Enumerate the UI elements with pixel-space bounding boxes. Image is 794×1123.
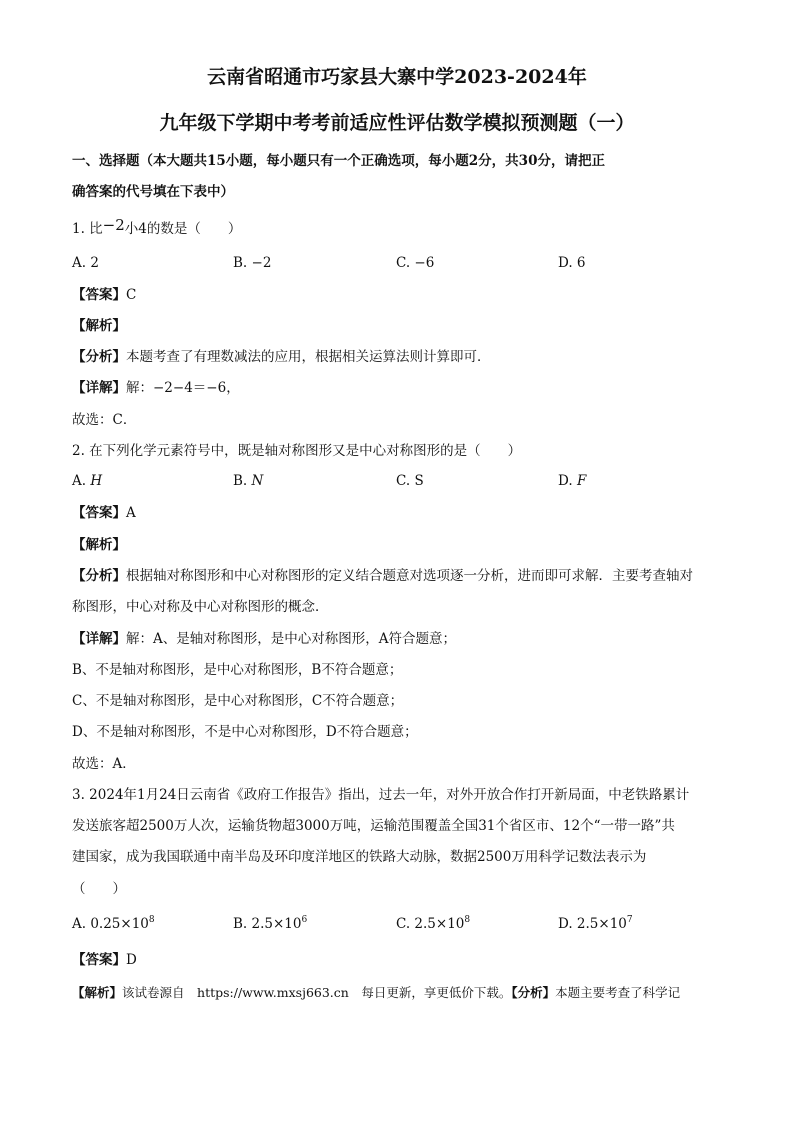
q2-detail-line1	[72, 630, 456, 648]
doc-title-line1: 云南省昭通市巧家县大寨中学2023-2024年	[207, 66, 587, 88]
q1-answer-tag: 【答案】	[72, 287, 126, 303]
q2-option-d	[558, 473, 586, 489]
q2-detail-line3: C、不是轴对称图形，是中心对称图形，C不符合题意；	[72, 693, 404, 709]
q2-fenxi-text1: 根据轴对称图形和中心对称图形的定义结合题意对选项逐一分析，进而即可求解．主要考查轴对	[126, 568, 693, 584]
q3-option-d	[558, 915, 633, 932]
q3-option-d-exp: 7	[626, 915, 633, 925]
q1-stem-pre: 1. 比	[72, 221, 103, 237]
q1-option-c: C. −6	[396, 255, 435, 271]
section-heading-line2: 确答案的代号填在下表中）	[72, 184, 234, 200]
q2-detail-text1: 解：A、是轴对称图形，是中心对称图形，A符合题意；	[126, 631, 456, 647]
q3-stem-line3: 建国家，成为我国联通中南半岛及环印度洋地区的铁路大动脉，数据2500万用科学记数法表示为	[72, 849, 647, 865]
q1-stem	[72, 216, 242, 238]
doc-title-line2: 九年级下学期中考考前适应性评估数学模拟预测题（一）	[159, 112, 635, 134]
q3-option-a	[72, 915, 155, 932]
q3-jiexi-tag: 【解析】	[72, 985, 123, 1000]
q2-option-d-value: F	[576, 473, 587, 489]
q1-answer-value: C	[126, 287, 137, 303]
q1-option-a: A. 2	[72, 255, 99, 271]
q3-option-b-exp: 6	[301, 915, 308, 925]
q2-jiexi: 【解析】	[72, 537, 126, 553]
q3-fenxi-text: 本题主要考查了科学记	[555, 985, 681, 1000]
q3-jiexi-text: 该试卷源自 https://www.mxsj663.cn 每日更新，享更低价下载。	[122, 985, 512, 1000]
q3-jiexi-line	[72, 984, 680, 1002]
q2-detail-line4: D、不是轴对称图形，不是中心对称图形，D不符合题意；	[72, 724, 418, 740]
q1-detail-tag: 【详解】	[72, 380, 126, 396]
q1-stem-num: −2	[102, 216, 125, 234]
q3-fenxi-tag: 【分析】	[511, 985, 556, 1000]
q3-option-d-label: D. 2.5×10	[558, 916, 627, 932]
q2-fenxi-line1	[72, 567, 693, 585]
q2-option-c-value: S	[414, 473, 424, 489]
q2-option-a-value: H	[90, 473, 103, 489]
q1-option-b: B. −2	[233, 255, 272, 271]
q3-option-a-exp: 8	[148, 915, 155, 925]
q2-choose: 故选：A．	[72, 756, 136, 772]
q1-stem-post: 小4的数是（ ）	[124, 221, 242, 237]
q1-fenxi	[72, 348, 491, 366]
q3-option-a-label: A. 0.25×10	[72, 916, 149, 932]
q1-choose: 故选：C．	[72, 412, 137, 428]
q2-option-c	[396, 473, 424, 489]
q1-fenxi-tag: 【分析】	[72, 349, 126, 365]
q1-jiexi: 【解析】	[72, 318, 126, 334]
q2-fenxi-line2: 称图形，中心对称及中心对称图形的概念．	[72, 599, 329, 615]
q2-option-b	[233, 473, 263, 489]
q1-option-d: D. 6	[558, 255, 586, 271]
section-heading-line1: 一、选择题（本大题共15小题，每小题只有一个正确选项，每小题2分，共30分，请把正	[72, 153, 605, 169]
q3-option-b-label: B. 2.5×10	[233, 916, 302, 932]
q3-stem-line4: （ ）	[72, 881, 126, 897]
q2-answer	[72, 504, 136, 522]
q3-answer-value: D	[126, 952, 137, 968]
q2-option-d-label: D.	[558, 473, 577, 489]
q3-option-c	[396, 915, 470, 932]
q1-answer	[72, 286, 136, 304]
q3-option-c-exp: 8	[464, 915, 471, 925]
q3-answer	[72, 951, 137, 969]
q2-option-a-label: A.	[72, 473, 91, 489]
q3-answer-tag: 【答案】	[72, 952, 126, 968]
q1-detail	[72, 379, 240, 397]
q3-stem-line1: 3. 2024年1月24日云南省《政府工作报告》指出，过去一年，对外开放合作打开新局面，中老铁路累计	[72, 787, 690, 803]
q2-answer-value: A	[126, 505, 136, 521]
q2-stem: 2. 在下列化学元素符号中，既是轴对称图形又是中心对称图形的是（ ）	[72, 443, 522, 459]
q2-detail-line2: B、不是轴对称图形，是中心对称图形，B不符合题意；	[72, 662, 403, 678]
q3-option-b	[233, 915, 307, 932]
q2-answer-tag: 【答案】	[72, 505, 126, 521]
q1-fenxi-text: 本题考查了有理数减法的应用，根据相关运算法则计算即可．	[126, 349, 491, 365]
q2-option-c-label: C.	[396, 473, 415, 489]
q2-option-b-label: B.	[233, 473, 252, 489]
q3-option-c-label: C. 2.5×10	[396, 916, 465, 932]
q2-fenxi-tag: 【分析】	[72, 568, 126, 584]
q3-stem-line2: 发送旅客超2500万人次，运输货物超3000万吨，运输范围覆盖全国31个省区市、12个“一带一路”共	[72, 818, 675, 834]
q2-detail-tag: 【详解】	[72, 631, 126, 647]
q1-detail-text: 解：−2−4＝−6，	[126, 380, 240, 396]
q2-option-b-value: N	[251, 473, 264, 489]
q2-option-a	[72, 473, 102, 489]
